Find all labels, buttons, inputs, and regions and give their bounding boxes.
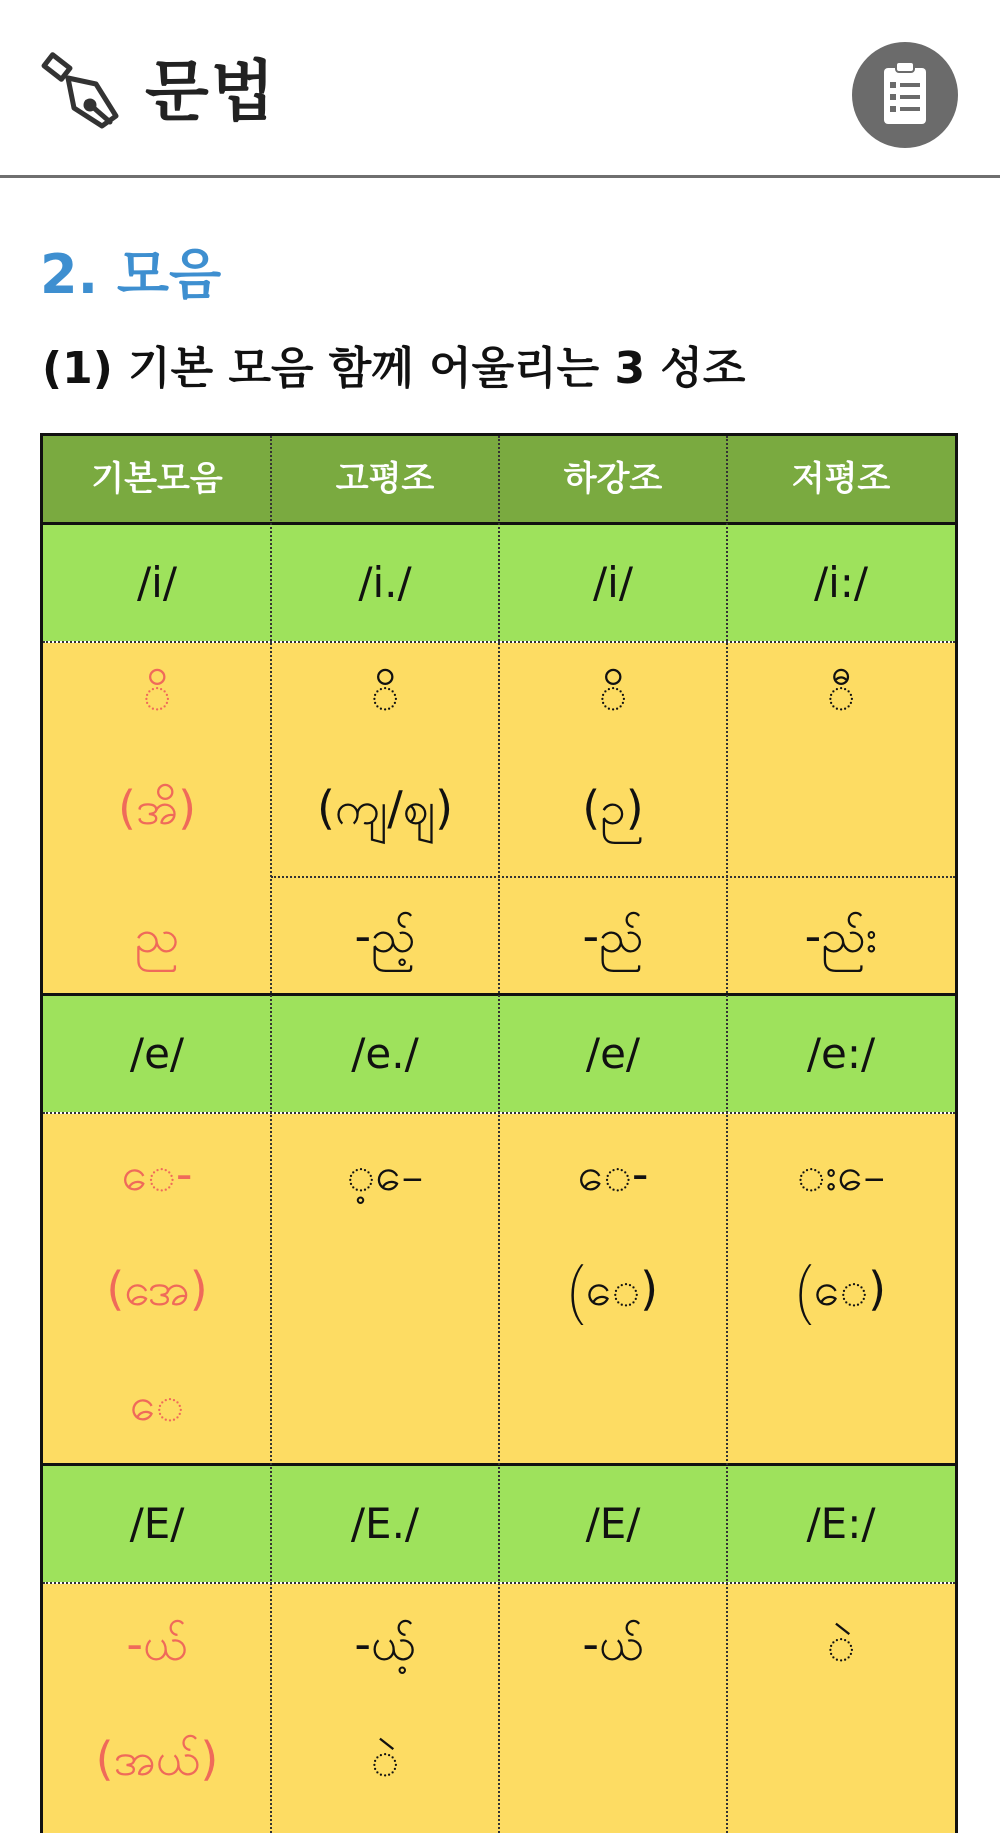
vowel-cell: -ယ့် bbox=[354, 1617, 416, 1671]
vowel-cell: (အယ်) bbox=[95, 1732, 219, 1786]
vowel-cell: (ကျ/ဈ) bbox=[316, 781, 454, 835]
page-title: 문법 bbox=[145, 53, 277, 130]
vowel-cell: -ည် bbox=[582, 909, 644, 963]
vowel-cell: (အေ) bbox=[106, 1262, 208, 1316]
vowel-tone-table bbox=[40, 433, 958, 1833]
pen-nib-icon bbox=[40, 50, 124, 134]
ipa-cell: /e./ bbox=[351, 1029, 419, 1078]
clipboard-list-icon bbox=[870, 58, 940, 132]
vowel-cell: ေ- bbox=[121, 1147, 193, 1201]
vowel-cell: ိ bbox=[142, 666, 172, 720]
ipa-cell: /E/ bbox=[129, 1499, 185, 1548]
column-header: 기본모음 bbox=[91, 459, 223, 499]
vowel-cell: ဲ bbox=[826, 1617, 856, 1671]
section-title: 2. 모음 bbox=[40, 243, 222, 306]
vowel-cell: (အိ) bbox=[117, 781, 197, 835]
vowel-cell: ည bbox=[134, 909, 180, 963]
vowel-cell: ေ bbox=[129, 1377, 185, 1431]
ipa-cell: /E./ bbox=[350, 1499, 420, 1548]
ipa-cell: /e:/ bbox=[806, 1029, 876, 1078]
ipa-cell: /E/ bbox=[585, 1499, 641, 1548]
vowel-cell: -ည့် bbox=[354, 909, 416, 963]
vowel-cell: း-ေ bbox=[796, 1147, 886, 1201]
ipa-cell: /E:/ bbox=[806, 1499, 876, 1548]
ipa-cell: /i./ bbox=[358, 558, 412, 607]
vowel-cell: (ဉ) bbox=[582, 781, 644, 835]
column-divider bbox=[270, 436, 272, 1833]
vowel-cell: (ေ) bbox=[567, 1262, 659, 1316]
vowel-cell: -ယ် bbox=[582, 1617, 644, 1671]
column-header: 고평조 bbox=[335, 459, 435, 499]
column-header: 저평조 bbox=[791, 459, 891, 499]
vowel-cell: -ယ် bbox=[126, 1617, 188, 1671]
vowel-cell: ိ bbox=[598, 666, 628, 720]
vowel-cell: ေ- bbox=[577, 1147, 649, 1201]
vowel-cell: ဲ bbox=[370, 1732, 400, 1786]
column-divider bbox=[726, 436, 728, 1833]
column-divider bbox=[498, 436, 500, 1833]
ipa-cell: /e/ bbox=[585, 1029, 641, 1078]
ipa-cell: /e/ bbox=[129, 1029, 185, 1078]
ipa-cell: /i/ bbox=[137, 558, 177, 607]
app-header bbox=[0, 0, 1000, 178]
vowel-cell: -ည်း bbox=[804, 909, 878, 963]
vowel-cell: ိ bbox=[370, 666, 400, 720]
vowel-cell: ီ bbox=[826, 666, 856, 720]
clipboard-button[interactable] bbox=[852, 42, 958, 148]
subsection-title: (1) 기본 모음 함께 어울리는 3 성조 bbox=[42, 343, 746, 394]
vowel-cell: ့-ေ bbox=[346, 1147, 424, 1201]
column-header: 하강조 bbox=[563, 459, 663, 499]
ipa-cell: /i/ bbox=[593, 558, 633, 607]
vowel-cell: (ေ) bbox=[795, 1262, 887, 1316]
ipa-cell: /i:/ bbox=[813, 558, 869, 607]
